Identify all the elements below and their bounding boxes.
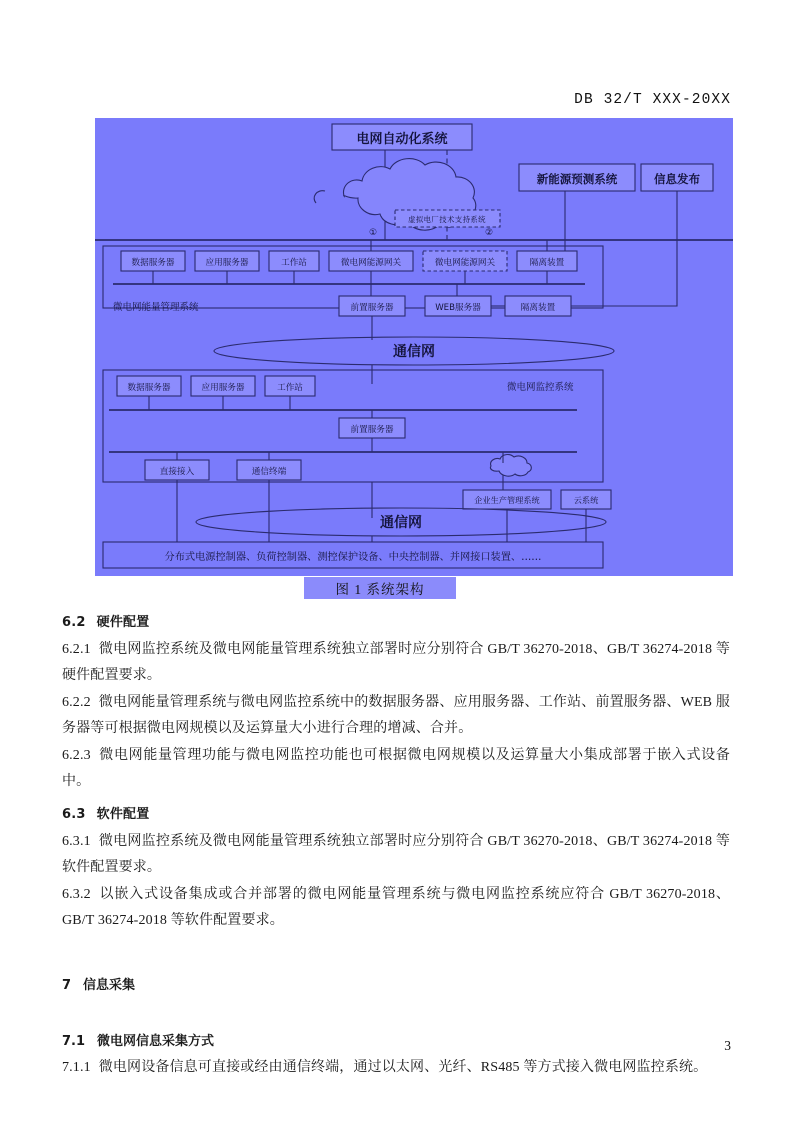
svg-text:新能源预测系统: 新能源预测系统 bbox=[536, 172, 618, 186]
clause-6-3-2 bbox=[62, 882, 730, 933]
heading-6-2 bbox=[62, 611, 730, 630]
clause-6-2-3-number: 6.2.3 bbox=[62, 748, 91, 763]
document-body bbox=[62, 602, 730, 1083]
heading-7-1 bbox=[62, 1030, 730, 1049]
clause-6-2-2-text: 微电网能量管理系统与微电网监控系统中的数据服务器、应用服务器、工作站、前置服务器、WEB 服务器等可根据微电网规模以及运算量大小进行合理的增减、合并。 bbox=[62, 695, 730, 736]
svg-text:企业生产管理系统: 企业生产管理系统 bbox=[474, 495, 540, 505]
svg-text:微电网能源网关: 微电网能源网关 bbox=[340, 258, 402, 268]
svg-text:直接接入: 直接接入 bbox=[159, 467, 195, 477]
heading-6-2-number: 6.2 bbox=[62, 615, 86, 630]
subsection-spacer bbox=[62, 999, 730, 1008]
svg-text:微电网能量管理系统: 微电网能量管理系统 bbox=[113, 302, 199, 313]
standard-code-header: DB 32/T XXX-20XX bbox=[574, 92, 731, 108]
figure-caption: 图 1 系统架构 bbox=[304, 577, 456, 599]
svg-text:隔离装置: 隔离装置 bbox=[520, 303, 556, 313]
clause-6-2-3-text: 微电网能量管理功能与微电网监控功能也可根据微电网规模以及运算量大小集成部署于嵌入式设备中。 bbox=[62, 748, 730, 789]
heading-7 bbox=[62, 974, 730, 993]
svg-text:微电网能源网关: 微电网能源网关 bbox=[434, 258, 496, 268]
svg-text:工作站: 工作站 bbox=[277, 383, 303, 393]
svg-text:应用服务器: 应用服务器 bbox=[205, 258, 249, 268]
clause-6-3-1-text: 微电网监控系统及微电网能量管理系统独立部署时应分别符合 GB/T 36270-2018、GB/T 36274-2018 等软件配置要求。 bbox=[62, 834, 730, 875]
clause-6-2-1 bbox=[62, 637, 730, 688]
svg-text:工作站: 工作站 bbox=[281, 258, 307, 268]
svg-text:前置服务器: 前置服务器 bbox=[350, 303, 394, 313]
clause-6-3-2-number: 6.3.2 bbox=[62, 887, 91, 902]
heading-6-3-number: 6.3 bbox=[62, 807, 86, 822]
clause-7-1-1 bbox=[62, 1055, 730, 1081]
clause-6-3-2-text: 以嵌入式设备集成或合并部署的微电网能量管理系统与微电网监控系统应符合 GB/T 36270-2018、GB/T 36274-2018 等软件配置要求。 bbox=[62, 887, 730, 928]
clause-6-2-1-number: 6.2.1 bbox=[62, 642, 91, 657]
clause-6-3-1-number: 6.3.1 bbox=[62, 834, 91, 849]
svg-text:云系统: 云系统 bbox=[573, 495, 599, 505]
svg-text:数据服务器: 数据服务器 bbox=[131, 258, 175, 268]
svg-text:隔离装置: 隔离装置 bbox=[529, 258, 565, 268]
heading-6-2-text: 硬件配置 bbox=[96, 615, 150, 630]
heading-7-1-text: 微电网信息采集方式 bbox=[97, 1034, 215, 1049]
clause-6-3-1 bbox=[62, 829, 730, 880]
clause-7-1-1-text: 微电网设备信息可直接或经由通信终端，通过以太网、光纤、RS485 等方式接入微电网监控系统。 bbox=[98, 1060, 708, 1075]
svg-text:通信网: 通信网 bbox=[393, 344, 435, 360]
svg-text:通信终端: 通信终端 bbox=[251, 467, 287, 477]
svg-text:①: ① bbox=[369, 228, 378, 238]
svg-text:信息发布: 信息发布 bbox=[654, 172, 700, 186]
svg-text:数据服务器: 数据服务器 bbox=[127, 383, 171, 393]
clause-7-1-1-number: 7.1.1 bbox=[62, 1060, 91, 1075]
svg-text:电网自动化系统: 电网自动化系统 bbox=[356, 132, 448, 147]
svg-text:前置服务器: 前置服务器 bbox=[350, 425, 394, 435]
svg-text:微电网监控系统: 微电网监控系统 bbox=[507, 382, 574, 393]
heading-6-3-text: 软件配置 bbox=[96, 807, 150, 822]
heading-7-number: 7 bbox=[62, 978, 72, 993]
system-architecture-figure bbox=[95, 118, 733, 576]
heading-7-1-number: 7.1 bbox=[62, 1034, 86, 1049]
heading-6-3 bbox=[62, 803, 730, 822]
clause-6-2-1-text: 微电网监控系统及微电网能量管理系统独立部署时应分别符合 GB/T 36270-2018、GB/T 36274-2018 等硬件配置要求。 bbox=[62, 642, 730, 683]
heading-7-text: 信息采集 bbox=[83, 978, 136, 993]
page-number: 3 bbox=[724, 1038, 731, 1053]
svg-text:分布式电源控制器、负荷控制器、测控保护设备、中央控制器、并网: 分布式电源控制器、负荷控制器、测控保护设备、中央控制器、并网接口装置、…… bbox=[164, 552, 542, 563]
svg-text:应用服务器: 应用服务器 bbox=[201, 383, 245, 393]
clause-6-2-2-number: 6.2.2 bbox=[62, 695, 91, 710]
svg-text:②: ② bbox=[485, 228, 494, 238]
section-spacer bbox=[62, 935, 730, 952]
clause-6-2-2 bbox=[62, 690, 730, 741]
svg-text:WEB服务器: WEB服务器 bbox=[435, 303, 481, 313]
svg-text:虚拟电厂技术支持系统: 虚拟电厂技术支持系统 bbox=[408, 215, 486, 224]
svg-text:通信网: 通信网 bbox=[380, 515, 422, 531]
clause-6-2-3 bbox=[62, 743, 730, 794]
figure-canvas bbox=[95, 118, 733, 576]
